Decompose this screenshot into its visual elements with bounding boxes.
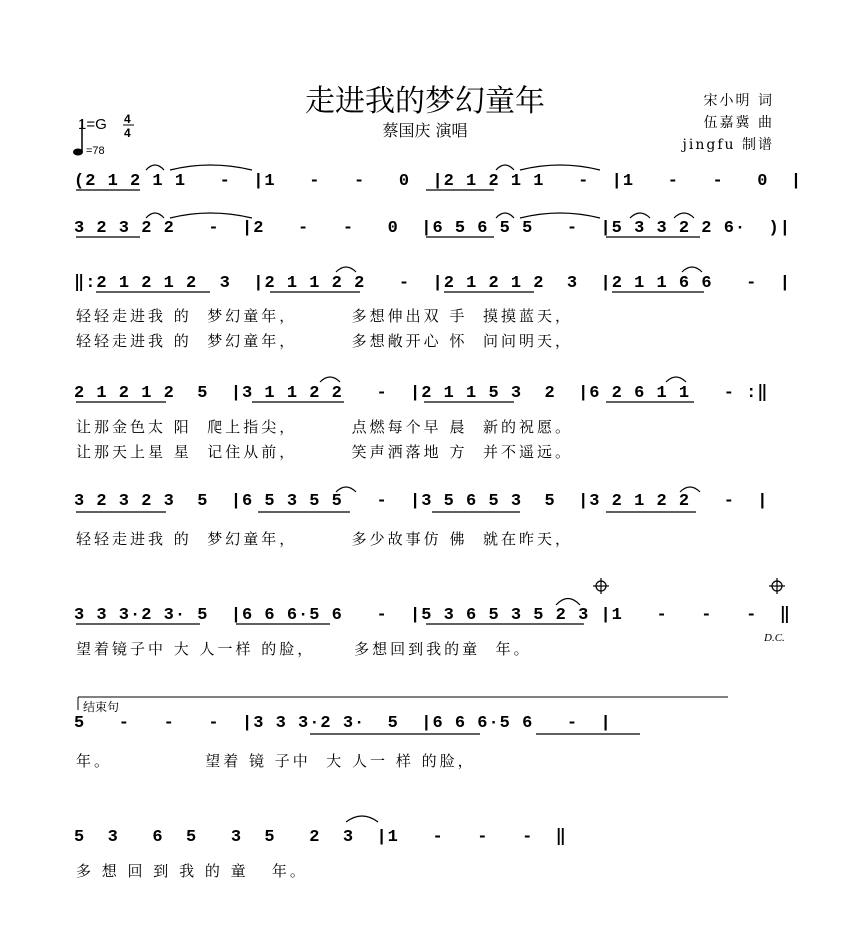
score-row-intro-2: 3 2 3 2 2 - |2 - - 0 |6 5 6 5 5 - |5 3 3 2 2 6· )| [74,219,791,238]
lyric-verse-1b: 轻轻走进我 的 梦幻童年， 多想敞开心 怀 问问明天， [76,332,573,350]
score-row-ending-1: 5 - - - |3 3 3·2 3· 5 |6 6 6·5 6 - | [74,714,612,733]
score-row-verse-1: ‖:2 1 2 1 2 3 |2 1 1 2 2 - |2 1 2 1 2 3 |2 1 1 6 6 - | [74,274,791,293]
lyric-verse-2a: 让那金色太 阳 爬上指尖， 点燃每个早 晨 新的祝愿。 [76,418,573,436]
lyric-chorus-1: 轻轻走进我 的 梦幻童年， 多少故事仿 佛 就在昨天， [76,530,573,548]
score-row-verse-2: 2 1 2 1 2 5 |3 1 1 2 2 - |2 1 1 5 3 2 |6 2 6 1 1 - :‖ [74,384,769,403]
time-signature-top: 4 [124,112,131,126]
song-title: 走进我的梦幻童年 [305,84,545,119]
time-signature-bottom: 4 [124,126,131,140]
tempo-note-icon [73,120,83,156]
dc-marking: D.C. [764,632,785,644]
singer-credit: 蔡国庆 演唱 [382,121,468,140]
tempo-marking: =78 [86,145,105,157]
lyric-verse-1a: 轻轻走进我 的 梦幻童年， 多想伸出双 手 摸摸蓝天， [76,307,573,325]
score-row-ending-2: 5 3 6 5 3 5 2 3 |1 - - - ‖ [74,828,567,847]
score-row-chorus-1: 3 2 3 2 3 5 |6 5 3 5 5 - |3 5 6 5 3 5 |3 2 1 2 2 - | [74,492,769,511]
lyric-ending-1: 年。 望着 镜 子中 大 人一 样 的脸， [76,752,476,770]
arranger-credit: jingfu 制谱 [682,137,774,153]
score-row-intro-1: (2 1 2 1 1 - |1 - - 0 |2 1 2 1 1 - |1 - - 0 | [74,172,803,191]
lyric-verse-2b: 让那天上星 星 记住从前， 笑声洒落地 方 并不遥远。 [76,443,573,461]
lyricist-credit: 宋小明 词 [703,93,774,109]
score-row-chorus-2: 3 3 3·2 3· 5 |6 6 6·5 6 - |5 3 6 5 3 5 2 3 |1 - - - ‖ [74,606,791,625]
ending-label: 结束句 [83,700,120,714]
coda-sign-icon [593,578,785,594]
composer-credit: 伍嘉冀 曲 [703,115,774,131]
ending-bracket [78,697,728,710]
key-signature: 1=G [78,116,107,133]
lyric-ending-2: 多 想 回 到 我 的 童 年。 [76,862,308,880]
beams-verse [76,292,704,734]
lyric-chorus-2: 望着镜子中 大 人一样 的脸， 多想回到我的童 年。 [76,640,532,658]
